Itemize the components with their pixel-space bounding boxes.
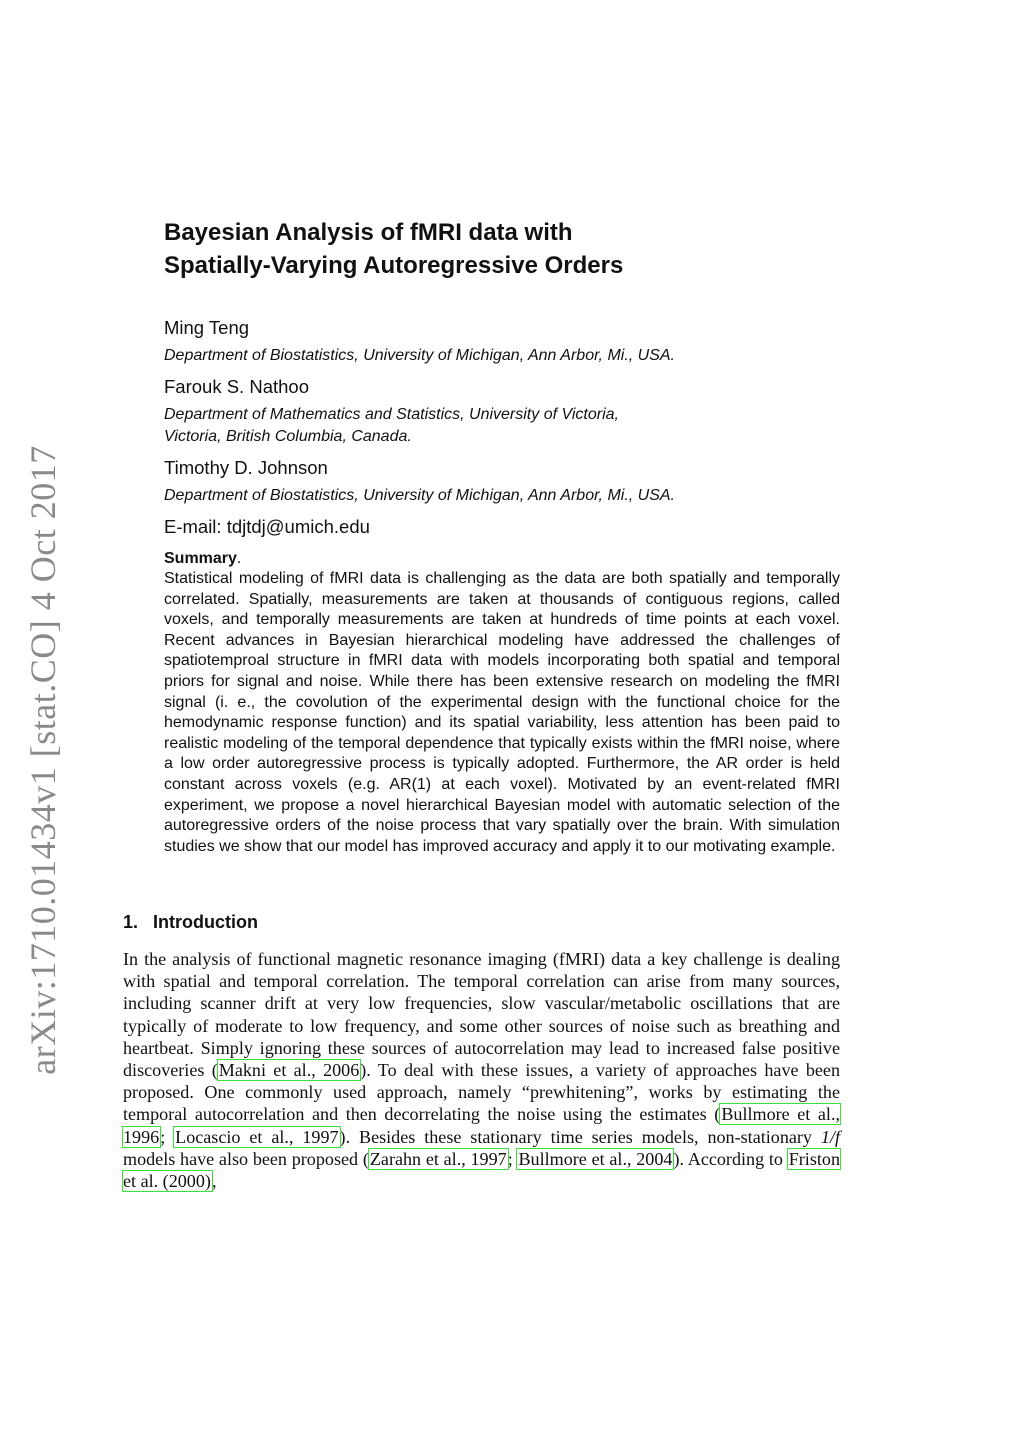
citation-link[interactable]: Zarahn et al., 1997: [369, 1148, 507, 1169]
math-expression: 1/f: [820, 1126, 840, 1147]
affiliation-line: Department of Biostatistics, University of Michigan, Ann Arbor, Mi., USA.: [164, 347, 675, 364]
intro-text: models have also been proposed (: [123, 1148, 369, 1169]
arxiv-identifier-stamp: [18, 445, 68, 1075]
summary-block: [164, 549, 840, 873]
summary-text: Statistical modeling of fMRI data is challenging as the data are both spatially and temporally correlated. Spatially, measurements are taken at thousands of contiguous regions, called voxels, and temporally measurements are taken at hundreds of time points at each voxel. Recent advances in Bayesian hierarchical modeling have addressed the challenges of spatiotemproal structure in fMRI data with models incorporating both spatial and temporal priors for signal and noise. While there has been extensive research on modeling the fMRI signal (i. e., the covolution of the experimental design with the functional choice for the hemodynamic response function) and its spatial variability, less attention has been paid to realistic modeling of the temporal dependence that typically exists within the fMRI noise, where a low order autoregressive process is typically adopted. Furthermore, the AR order is held constant across voxels (e.g. AR(1) at each voxel). Motivated by an event-related fMRI experiment, we propose a novel hierarchical Bayesian model with automatic selection of the autoregressive orders of the noise process that vary spatially over the brain. With simulation studies we show that our model has improved accuracy and apply it to our motivating example.: [164, 570, 840, 855]
author-affiliation: [164, 404, 844, 448]
paper-title-line-2: Spatially-Varying Autoregressive Orders: [164, 252, 624, 279]
section-title: Introduction: [153, 912, 259, 932]
section-heading: [123, 910, 523, 934]
author-name: Ming Teng: [164, 317, 250, 338]
contact-email[interactable]: E-mail: tdjtdj@umich.edu: [164, 516, 370, 537]
affiliation-line: Department of Biostatistics, University of Michigan, Ann Arbor, Mi., USA.: [164, 487, 675, 504]
paper-title-line-1: Bayesian Analysis of fMRI data with: [164, 219, 573, 246]
affiliation-line: Victoria, British Columbia, Canada.: [164, 428, 412, 445]
introduction-paragraph: [123, 948, 840, 1192]
intro-text: ). According to: [673, 1148, 788, 1169]
section-number: 1.: [123, 912, 139, 932]
author-affiliation: [164, 345, 844, 367]
citation-link[interactable]: Bullmore et al., 1996: [123, 1104, 840, 1147]
author-name: Timothy D. Johnson: [164, 457, 328, 478]
intro-text: In the analysis of functional magnetic resonance imaging (fMRI) data a key challenge is dealing with spatial and temporal correlation. The temporal correlation can arise from many sources, including scanner drift at very low frequencies, slow vascular/metabolic oscillations that are typically of moderate to low frequency, and some other sources of noise such as breathing and heartbeat. Simply ignoring these sources of autocorrelation may lead to increased false positive discoveries (: [123, 949, 840, 1081]
author-name: Farouk S. Nathoo: [164, 376, 309, 397]
citation-link[interactable]: Locascio et al., 1997: [175, 1126, 339, 1147]
intro-text: ). To deal with these issues, a variety of approaches have been proposed. One commonly used approach, namely “prewhitening”, works by estimating the temporal autocorrelation and then decorrelating the noise using the estimates (: [123, 1060, 840, 1125]
summary-heading: Summary.: [164, 550, 242, 567]
author-block: [164, 316, 844, 539]
arxiv-identifier-text: arXiv:1710.01434v1 [stat.CO] 4 Oct 2017: [23, 445, 63, 1075]
intro-text: ). Besides these stationary time series models, non-stationary: [339, 1126, 821, 1147]
author-affiliation: [164, 485, 844, 507]
intro-text: ,: [211, 1171, 217, 1192]
citation-separator: ;: [507, 1148, 518, 1169]
paper-title: [164, 216, 844, 282]
citation-link[interactable]: Bullmore et al., 2004: [518, 1148, 673, 1169]
affiliation-line: Department of Mathematics and Statistics, University of Victoria,: [164, 406, 619, 423]
summary-heading-label: Summary: [164, 550, 237, 567]
citation-link[interactable]: Friston et al. (2000): [123, 1148, 840, 1192]
citation-link[interactable]: Makni et al., 2006: [218, 1060, 360, 1081]
citation-separator: ;: [160, 1126, 175, 1147]
